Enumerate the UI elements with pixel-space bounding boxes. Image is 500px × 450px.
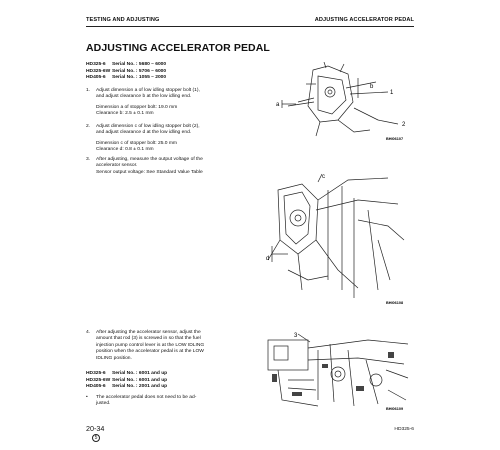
figure-1-code: BHI06107: [386, 137, 404, 141]
figure-2-label-c: c: [322, 174, 325, 180]
serials-bottom: [86, 371, 167, 391]
serial-row: HD325-6W Serial No. : 5706 – 6000: [86, 68, 167, 74]
header-section-title: TESTING AND ADJUSTING: [86, 17, 160, 23]
header-rule: [86, 26, 414, 27]
header-topic-title: ADJUSTING ACCELERATOR PEDAL: [314, 17, 414, 23]
figure-2-code: BHI06108: [386, 301, 404, 305]
figure-2-drawing: [258, 170, 416, 310]
figure-3-label-3: 3: [294, 333, 298, 340]
serials-top: [86, 62, 166, 82]
figure-1-label-2: 2: [402, 122, 406, 128]
figure-1-label-b: b: [370, 84, 374, 90]
step-3: 3. After adjusting, measure the output voltage of the accelerator sensor. Sensor output voltage: See Standard Value Table: [86, 157, 203, 175]
serial-row: HD325-6W Serial No. : 6001 and up: [86, 377, 168, 383]
step-4: 4. After adjusting the accelerator sensor, adjust the amount that rod (3) is screwed in so that the fuel injection pump control lever is at the LOW IDLING position when the accelerator pedal is at the LOW IDLING position.: [86, 330, 205, 361]
step-1: 1. Adjust dimension a of low idling stopper bolt (1), and adjust clearance b at the low idling end. Dimension a of stopper bolt: 19.0 mm Clearance b: 2.5 ± 0.1 mm: [86, 88, 200, 117]
figure-1-label-a: a: [276, 102, 280, 108]
figure-2-label-d: d: [266, 256, 270, 262]
serial-row: HD405-6 Serial No. : 2001 and up: [86, 384, 168, 390]
figure-rod-adjustment: [258, 330, 416, 412]
figure-1-drawing: [258, 62, 416, 144]
page-title: ADJUSTING ACCELERATOR PEDAL: [86, 42, 270, 54]
revision-mark: 5: [92, 434, 100, 442]
note: • The accelerator pedal does not need to be ad- justed.: [86, 395, 197, 407]
serial-row: HD325-6 Serial No. : 6001 and up: [86, 371, 168, 376]
figure-stopper-bolt-1: [258, 62, 416, 144]
page-number: 20-34: [86, 424, 105, 433]
footer-model: HD325-6: [394, 427, 414, 432]
figure-3-drawing: [258, 330, 416, 412]
serial-row: HD325-6 Serial No. : 5680 – 6000: [86, 62, 167, 67]
step-2: 2. Adjust dimension c of low idling stopper bolt (2), and adjust clearance d at the low idling end. Dimension c of stopper bolt: 25.0 mm Clearance d: 0.8 ± 0.1 mm: [86, 124, 200, 153]
figure-1-label-1: 1: [390, 90, 394, 96]
figure-stopper-bolt-2: [258, 170, 416, 310]
serial-row: HD405-6 Serial No. : 1055 – 2000: [86, 75, 167, 81]
figure-3-code: BHI06109: [386, 407, 404, 411]
